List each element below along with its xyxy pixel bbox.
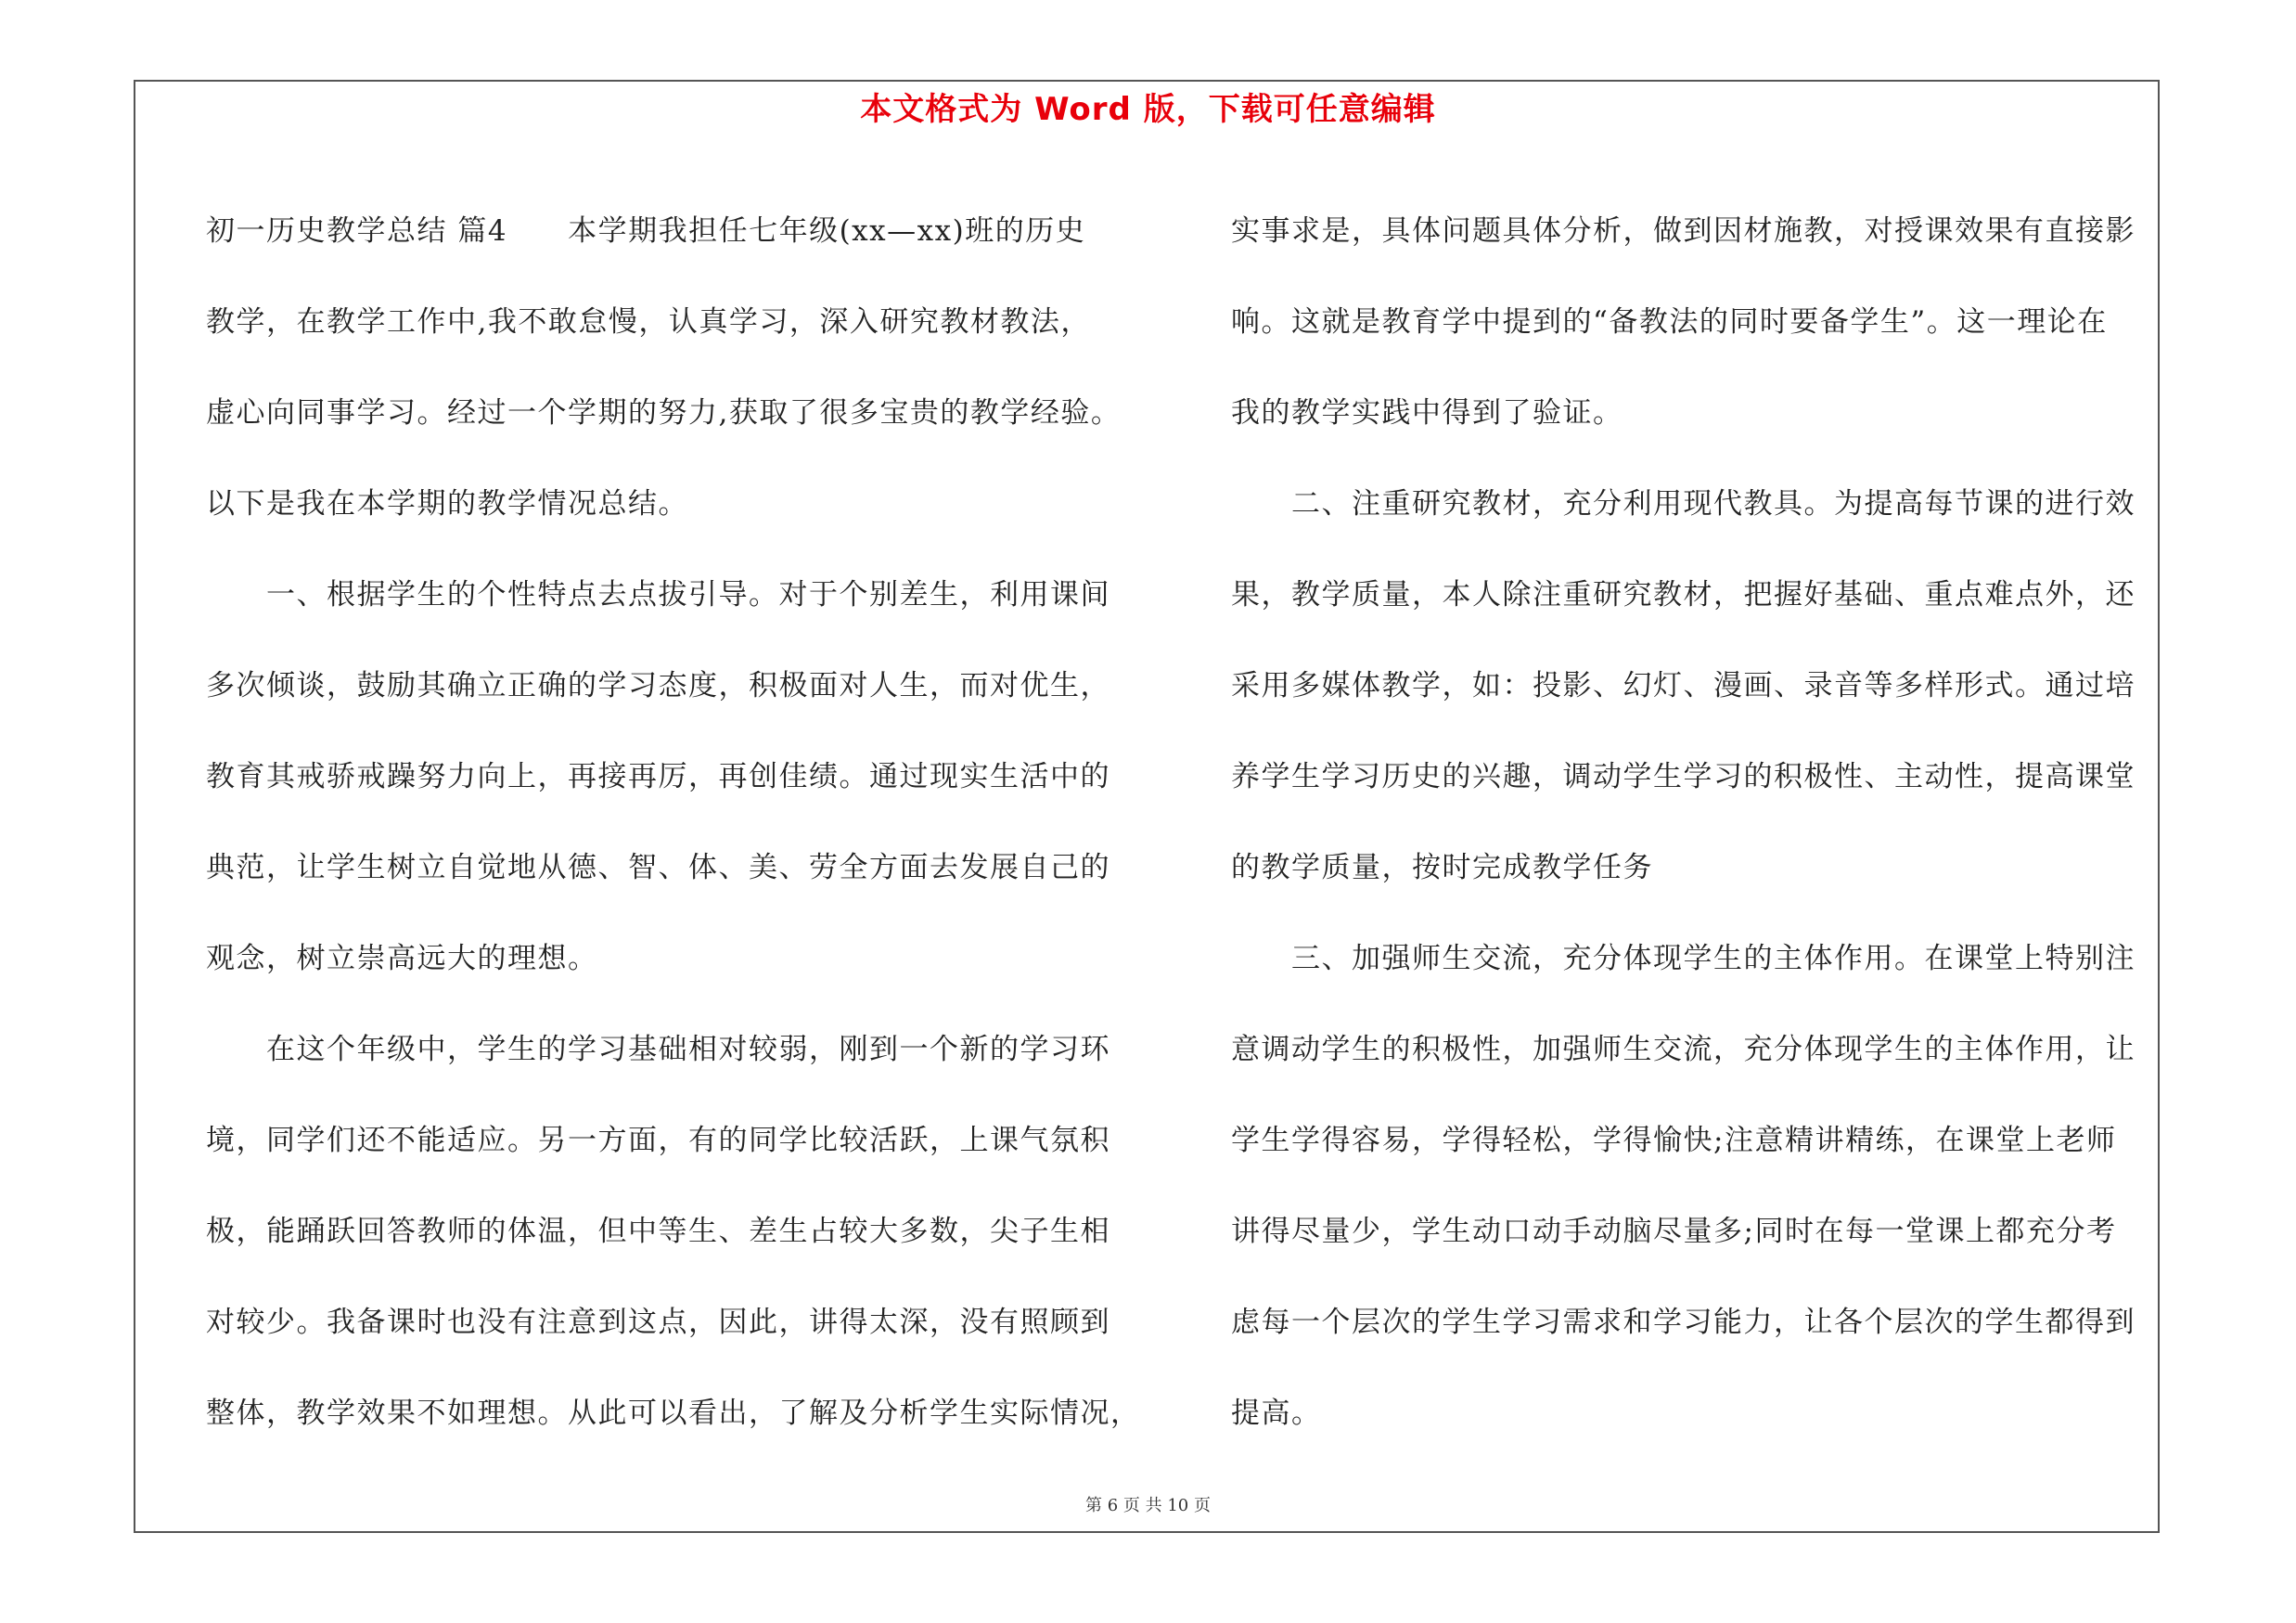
text-line: 观念，树立崇高远大的理想。 (206, 942, 598, 975)
text-line: 提高。 (1231, 1397, 1322, 1430)
text-line: 教育其戒骄戒躁努力向上，再接再厉，再创佳绩。通过现实生活中的 (206, 760, 1110, 793)
text-line: 在这个年级中，学生的学习基础相对较弱，刚到一个新的学习环 (206, 1033, 1110, 1066)
text-line: 意调动学生的积极性，加强师生交流，充分体现学生的主体作用，让 (1231, 1033, 2136, 1066)
right-text-column (1231, 186, 2154, 1459)
text-line: 三、加强师生交流，充分体现学生的主体作用。在课堂上特别注 (1231, 942, 2136, 975)
text-line: 境，同学们还不能适应。另一方面，有的同学比较活跃，上课气氛积 (206, 1124, 1110, 1157)
text-line: 初一历史教学总结 篇4 本学期我担任七年级(xx—xx)班的历史 (206, 214, 1086, 248)
page-number-footer: 第 6 页 共 10 页 (1085, 1496, 1211, 1515)
text-line: 我的教学实践中得到了验证。 (1231, 396, 1623, 430)
text-line: 一、根据学生的个性特点去点拔引导。对于个别差生，利用课间 (206, 578, 1110, 612)
text-line: 的教学质量，按时完成教学任务 (1231, 851, 1653, 884)
left-text-column (206, 186, 1143, 1459)
text-line: 典范，让学生树立自觉地从德、智、体、美、劳全方面去发展自己的 (206, 851, 1110, 884)
text-line: 果，教学质量，本人除注重研究教材，把握好基础、重点难点外，还 (1231, 578, 2136, 612)
text-line: 多次倾谈，鼓励其确立正确的学习态度，积极面对人生，而对优生， (206, 669, 1110, 702)
text-line: 整体，教学效果不如理想。从此可以看出，了解及分析学生实际情况， (206, 1397, 1141, 1430)
text-line: 讲得尽量少，学生动口动手动脑尽量多;同时在每一堂课上都充分考 (1231, 1215, 2117, 1248)
text-line: 学生学得容易，学得轻松，学得愉快;注意精讲精练，在课堂上老师 (1231, 1124, 2117, 1157)
editable-notice-banner: 本文格式为 Word 版，下载可任意编辑 (860, 91, 1436, 128)
text-line: 虚心向同事学习。经过一个学期的努力,获取了很多宝贵的教学经验。 (206, 396, 1122, 430)
text-line: 教学，在教学工作中,我不敢怠慢，认真学习，深入研究教材教法， (206, 305, 1091, 339)
text-line: 实事求是，具体问题具体分析，做到因材施教，对授课效果有直接影 (1231, 214, 2136, 248)
text-line: 采用多媒体教学，如：投影、幻灯、漫画、录音等多样形式。通过培 (1231, 669, 2136, 702)
text-line: 以下是我在本学期的教学情况总结。 (206, 487, 688, 521)
text-line: 对较少。我备课时也没有注意到这点，因此，讲得太深，没有照顾到 (206, 1306, 1110, 1339)
text-line: 二、注重研究教材，充分利用现代教具。为提高每节课的进行效 (1231, 487, 2136, 521)
text-line: 极，能踊跃回答教师的体温，但中等生、差生占较大多数，尖子生相 (206, 1215, 1110, 1248)
text-line: 响。这就是教育学中提到的“备教法的同时要备学生”。这一理论在 (1231, 305, 2108, 339)
text-line: 养学生学习历史的兴趣，调动学生学习的积极性、主动性，提高课堂 (1231, 760, 2136, 793)
text-line: 虑每一个层次的学生学习需求和学习能力，让各个层次的学生都得到 (1231, 1306, 2136, 1339)
